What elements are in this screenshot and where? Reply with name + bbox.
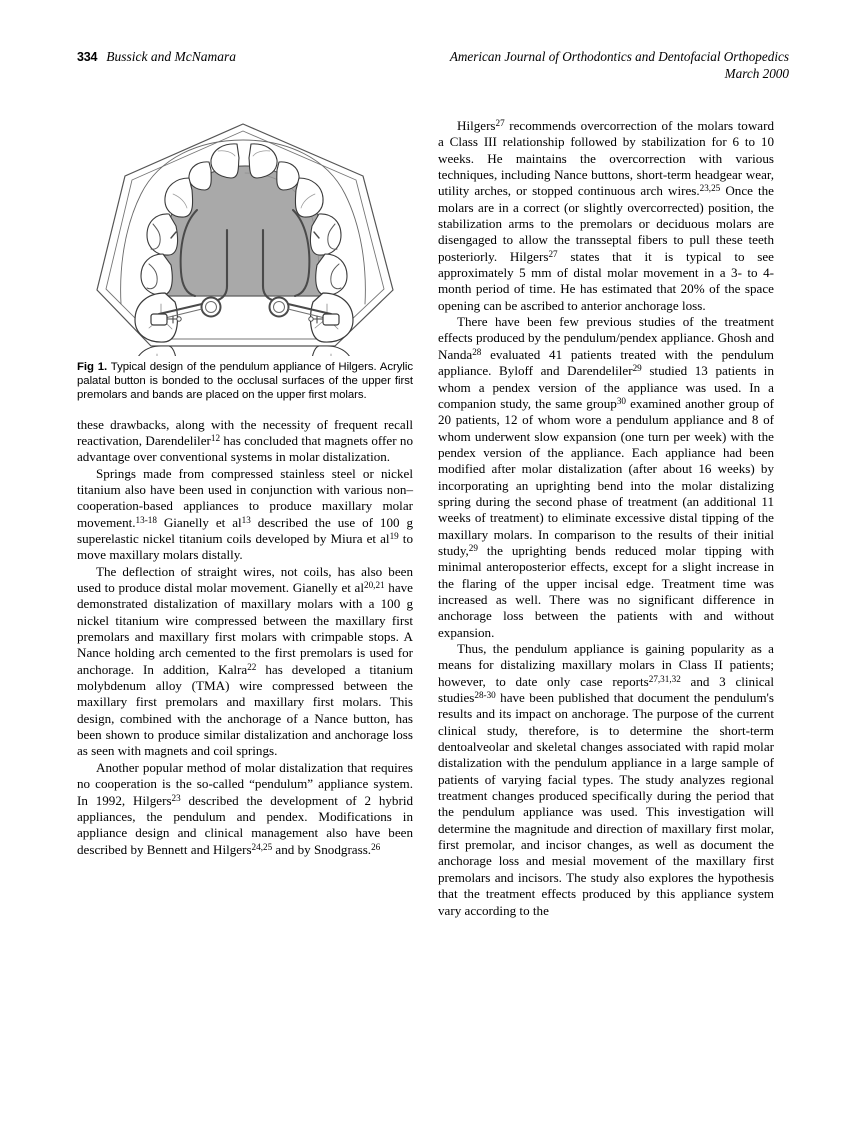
pendulum-helix-loop-right bbox=[270, 298, 289, 317]
molar-band-stop-left bbox=[177, 317, 181, 321]
citation-superscript[interactable]: 27,31,32 bbox=[648, 673, 681, 684]
citation-superscript[interactable]: 20,21 bbox=[364, 579, 385, 590]
citation-superscript[interactable]: 12 bbox=[210, 432, 221, 443]
body-paragraph: Springs made from compressed stainless steel or nickel titanium also have been used in conjunction with various non–cooperation-based appliances to produce maxillary molar movement.$^{13-18}$ Gianelly et $al^{13}$ described the use of 100 g superelastic nickel titanium coils developed by Miura et $al^{19}$ to move maxillary molars distally. bbox=[77, 465, 414, 563]
tooth-second-molar-left bbox=[135, 346, 177, 356]
page-number: 334 bbox=[77, 50, 98, 64]
figure-caption-text: Typical design of the pendulum appliance of Hilgers. Acrylic palatal button is bonded to the occlusal surfaces of the upper first premolars and bands are placed on the upper first molars. bbox=[77, 361, 413, 402]
molar-band-tube-right bbox=[323, 314, 339, 325]
body-paragraph: There have been few previous studies of the treatment effects produced by the pendulum/pendex appliance. Ghosh and Nanda$^{28}$ evaluated 41 patients treated with the pendulum appliance. Byloff and Darendeliler$^{29}$ studied 13 patients in whom a pendex version of the appliance was used. In a companion study, the same group$^{30}$ examined another group of 20 patients, 12 of whom wore a pendulum appliance and 8 of whom underwent slow expansion (one turn per week) with the pendex version of the appliance. Each appliance had been modified after molar distalization (after about 16 weeks) by incorporating an uprighting bend into the molar distalizing spring during the second phase of treatment (an additional 11 weeks of treatment) to eliminate excessive distal tipping of the maxillary molars. In comparison to the results of their initial study,$^{29}$ the uprighting bends reduced molar tipping with minimal anteroposterior effects, except for a slight increase in the flaring of the upper incisal edge. Treatment time was increased as well. There was no significant difference in anchorage loss between the patients with and without expansion. bbox=[438, 314, 774, 640]
left-column bbox=[77, 118, 413, 858]
tooth-lateral-incisor-right bbox=[277, 162, 299, 190]
right-column bbox=[438, 118, 774, 919]
pendulum-helix-loop-left bbox=[202, 298, 221, 317]
citation-superscript[interactable]: 13-18 bbox=[135, 514, 157, 525]
citation-superscript[interactable]: 28 bbox=[472, 346, 482, 357]
running-head-right bbox=[450, 48, 789, 82]
figure-1-artwork bbox=[77, 118, 413, 356]
body-paragraph: these drawbacks, along with the necessity of frequent recall reactivation, Darendeliler$^{12}$ has concluded that magnets offer no advantage over conventional systems in molar distalization. bbox=[77, 416, 414, 465]
citation-superscript[interactable]: 29 bbox=[632, 362, 642, 373]
body-paragraph: Another popular method of molar distalization that requires no cooperation is the so-called “pendulum” appliance system. In 1992, Hilgers$^{23}$ described the development of 2 hybrid appliances, the pendulum and pendex. Modifications in appliance design and clinical management also have been described by Bennett and Hilgers$^{24,25}$ and by Snodgrass.$^{26}$ bbox=[77, 759, 414, 857]
molar-band-stop-right bbox=[309, 317, 313, 321]
running-head bbox=[77, 48, 789, 96]
issue-date: March 2000 bbox=[724, 66, 789, 81]
left-column-body bbox=[77, 417, 413, 858]
tooth-second-molar-right bbox=[311, 346, 353, 356]
right-column-body bbox=[438, 118, 774, 919]
figure-label: Fig 1. bbox=[77, 361, 108, 373]
citation-superscript[interactable]: 27 bbox=[548, 248, 558, 259]
body-paragraph: Thus, the pendulum appliance is gaining popularity as a means for distalizing maxillary molars in Class II patients; however, to date only case reports$^{27,31,32}$ and 3 clinical studies$^{28-30}$ have been published that document the pendulum's results and its impact on anchorage. The purpose of the current clinical study, therefore, is to determine the short-term dentoalveolar and skeletal changes associated with rapid molar distalization with the pendulum appliance in a large sample of patients of varying facial types. The study analyzes regional treatment changes produced specifically during the period that the pendulum appliance was used. This investigation will determine the magnitude and direction of maxillary first molar, first premolar, and incisor changes, as well as document the anchorage loss and mesial movement of the maxillary first premolars and incisors. The study also explores the hypothesis that the treatment effects produced by this appliance system vary according to the bbox=[438, 641, 775, 918]
citation-superscript[interactable]: 29 bbox=[468, 542, 478, 553]
molar-band-tube-left bbox=[151, 314, 167, 325]
citation-superscript[interactable]: 27 bbox=[495, 117, 505, 128]
body-paragraph: Hilgers$^{27}$ recommends overcorrection of the molars toward a Class III relationship followed by stabilization for 6 to 10 weeks. He maintains the overcorrection with various techniques, including Nance buttons, short-term headgear wear, utility arches, or stopped continuous arch wires.$^{23,25}$ Once the molars are in a correct (or slightly overcorrected) position, the stabilization arms to the premolars or deciduous molars are disengaged to allow the transseptal fibers to pull these teeth posteriorly. Hilgers$^{27}$ states that it is typical to see approximately 5 mm of distal molar movement in a 3- to 4-month period of time. He has estimated that 20% of the space opening can be ascribed to anterior anchorage loss. bbox=[438, 117, 774, 313]
citation-superscript[interactable]: 22 bbox=[247, 661, 257, 672]
pendulum-appliance-drawing bbox=[77, 118, 413, 356]
journal-title: American Journal of Orthodontics and Dentofacial Orthopedics bbox=[449, 49, 789, 64]
running-head-authors: Bussick and McNamara bbox=[106, 49, 236, 64]
citation-superscript[interactable]: 19 bbox=[389, 530, 399, 541]
citation-superscript[interactable]: 30 bbox=[616, 395, 626, 406]
citation-superscript[interactable]: 13 bbox=[241, 514, 251, 525]
running-head-left bbox=[77, 48, 236, 66]
citation-superscript[interactable]: 26 bbox=[371, 841, 381, 852]
citation-superscript[interactable]: 24,25 bbox=[251, 841, 273, 852]
figure-1 bbox=[77, 118, 413, 403]
figure-1-caption bbox=[77, 360, 413, 403]
citation-superscript[interactable]: 23 bbox=[171, 792, 181, 803]
tooth-lateral-incisor-left bbox=[189, 162, 211, 190]
citation-superscript[interactable]: 23,25 bbox=[699, 183, 721, 194]
body-paragraph: The deflection of straight wires, not coils, has also been used to produce distal molar movement. Gianelly et al$^{20,21}$ have demonstrated distalization of maxillary molars with a 100 g nickel titanium wire compressed between the maxillary first premolars and maxillary first molars with crimpable stops. A Nance holding arch cemented to the first premolars is used for anchorage. In addition, Kalra$^{22}$ has developed a titanium molybdenum alloy (TMA) wire compressed between the maxillary first premolars and maxillary first molars. This design, combined with the anchorage of a Nance button, has been shown to produce similar distalization and anchorage loss as seen with magnets and coil springs. bbox=[77, 563, 414, 759]
citation-superscript[interactable]: 28-30 bbox=[474, 689, 496, 700]
